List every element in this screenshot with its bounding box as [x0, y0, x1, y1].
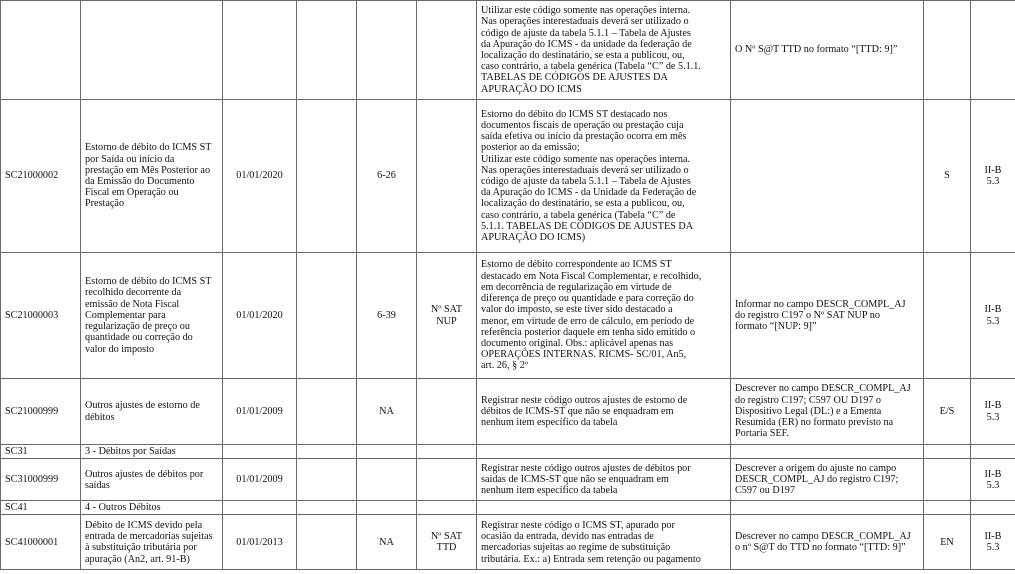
obs-cell [731, 501, 924, 515]
text-line: caso contrário, a tabela genérica (Tabela “C” de [481, 209, 676, 221]
table-row [1, 253, 1015, 379]
col9-cell [924, 253, 971, 379]
text-line: prestação em Mês Posterior ao [85, 164, 211, 176]
text-line: 5.1.1. TABELAS DE CÓDIGOS DE AJUSTES DA [481, 220, 694, 232]
text-line: 5.3 [986, 411, 1000, 423]
code-cell: SC21000999 [1, 379, 81, 445]
col4-cell [297, 100, 357, 253]
table-row [1, 459, 1015, 501]
text-line: destacado em Nota Fiscal Complementar, e recolhido, [481, 270, 702, 282]
text-line: documento original. Obs.: aplicável apenas nas [481, 337, 674, 349]
text-line: o nº S@T do TTD no formato “[TTD: 9]” [735, 542, 906, 554]
text-line: débitos [85, 411, 115, 423]
text-line: Prestação [85, 198, 125, 210]
col6-cell [417, 459, 477, 501]
ref-cell [971, 1, 1015, 100]
col9-cell [924, 501, 971, 515]
obs-cell [731, 515, 924, 570]
text-line: diferença de preço ou quantidade e para correção do [481, 293, 694, 305]
text-line: Nº SAT [430, 531, 463, 543]
title-cell [81, 253, 223, 379]
text-line: emissão de Nota Fiscal [85, 298, 180, 310]
text-line: Estorno de débito correspondente ao ICMS ST [481, 259, 672, 271]
table-row [1, 515, 1015, 570]
table-row [1, 501, 1015, 515]
obs-cell [731, 100, 924, 253]
text-line: valor do imposto [85, 343, 155, 355]
text-line: TTD [436, 542, 457, 554]
title-cell [81, 445, 223, 459]
text-line: II-B [984, 304, 1002, 316]
text-line: Complementar para [85, 309, 166, 321]
ref-cell [971, 379, 1015, 445]
title-cell [81, 459, 223, 501]
text-line: II-B [984, 468, 1002, 480]
col4-cell [297, 253, 357, 379]
text-line: Descrever a origem do ajuste no campo [735, 462, 897, 474]
col9-cell: S [924, 100, 971, 253]
col6-cell [417, 1, 477, 100]
text-line: valor do imposto, se este tiver sido destacado a [481, 304, 673, 316]
col4-cell [297, 445, 357, 459]
text-line: referência posterior daquele em tenha sido emitido o [481, 326, 696, 338]
col4-cell [297, 501, 357, 515]
ref-cell [971, 459, 1015, 501]
text-line: do registro C197; C597 OU D197 o [735, 394, 882, 406]
col5-cell [357, 1, 417, 100]
col5-cell: NA [357, 379, 417, 445]
text-line: Dispositivo Legal (DL:) e a Ementa [735, 405, 882, 417]
text-line: regularização de preço ou [85, 321, 190, 333]
text-line: menor, em virtude de erro de cálculo, em período de [481, 315, 695, 327]
col6-cell [417, 253, 477, 379]
col4-cell [297, 515, 357, 570]
text-line: localização do destinatário, se esta a publicou, ou, [481, 198, 685, 210]
col6-cell [417, 445, 477, 459]
code-cell: SC21000003 [1, 253, 81, 379]
description-cell [477, 459, 731, 501]
col5-cell: NA [357, 515, 417, 570]
table-row [1, 445, 1015, 459]
col5-cell: 6-39 [357, 253, 417, 379]
text-line: por Saída ou início da [85, 153, 175, 165]
text-line: entrada de mercadorias sujeitas [85, 531, 213, 543]
code-cell [1, 1, 81, 100]
description-cell [477, 1, 731, 100]
text-line: TABELAS DE CÓDIGOS DE AJUSTES DA [481, 72, 668, 84]
obs-cell [731, 1, 924, 100]
date-cell: 01/01/2020 [223, 253, 297, 379]
ref-cell [971, 445, 1015, 459]
description-cell [477, 379, 731, 445]
col5-cell [357, 501, 417, 515]
date-cell: 01/01/2013 [223, 515, 297, 570]
text-line: código de ajuste da tabela 5.1.1 – Tabela de Ajustes [481, 176, 691, 187]
col4-cell [297, 379, 357, 445]
text-line: Outros ajustes de estorno de [85, 400, 200, 412]
text-line: documentos fiscais de operação ou prestação cuja [481, 119, 684, 131]
text-line: Nas operações interestaduais deverá ser utilizado o [481, 164, 689, 176]
obs-cell [731, 445, 924, 459]
col6-cell [417, 501, 477, 515]
text-line: Estorno de débito do ICMS ST [85, 142, 212, 154]
description-cell [477, 253, 731, 379]
col5-cell [357, 459, 417, 501]
ref-cell [971, 253, 1015, 379]
title-cell [81, 515, 223, 570]
text-line: da Emissão do Documento [85, 176, 195, 187]
text-line: NUP [436, 315, 457, 327]
text-line: Nº SAT [430, 304, 463, 316]
text-line: Utilizar este código somente nas operações interna. [481, 153, 691, 165]
text-line: II-B [984, 164, 1002, 176]
date-cell: 01/01/2020 [223, 100, 297, 253]
code-cell: SC31000999 [1, 459, 81, 501]
title-cell [81, 379, 223, 445]
text-line: ocasião da entrada, devido nas entradas de [481, 531, 654, 543]
col9-cell [924, 459, 971, 501]
text-line: nenhum item específico da tabela [481, 485, 618, 497]
date-cell: 01/01/2009 [223, 459, 297, 501]
table-row [1, 100, 1015, 253]
text-line: C597 ou D197 [735, 485, 795, 497]
col9-cell: EN [924, 515, 971, 570]
text-line: saída efetiva ou início da prestação ocorra em mês [481, 131, 687, 143]
text-line: tributária. Ex.: a) Entrada sem retenção ou pagamento [481, 553, 701, 565]
code-cell: SC41000001 [1, 515, 81, 570]
date-cell [223, 1, 297, 100]
text-line: APURAÇÃO DO ICMS) [481, 232, 586, 244]
text-line: 5.3 [986, 176, 1000, 187]
text-line: Descrever no campo DESCR_COMPL_AJ [735, 531, 911, 543]
text-line: II-B [984, 531, 1002, 543]
text-line: saídas de ICMS-ST que não se enquadram em [481, 474, 669, 486]
table-row [1, 1, 1015, 100]
text-line: posterior ao da emissão; [481, 142, 580, 154]
text-line: APURAÇÃO DO ICMS [481, 83, 582, 95]
col9-cell [924, 1, 971, 100]
col6-cell [417, 515, 477, 570]
title-cell [81, 1, 223, 100]
ref-cell [971, 100, 1015, 253]
text-line: II-B [984, 400, 1002, 412]
text-line: formato “[NUP: 9]” [735, 321, 817, 333]
text-line: Descrever no campo DESCR_COMPL_AJ [735, 383, 911, 395]
text-line: em decorrência de regularização em virtude de [481, 281, 672, 293]
text-line: da Apuração do ICMS - da Unidade da Federação de [481, 187, 697, 199]
text-line: 5.3 [986, 479, 1000, 491]
text-line: Informar no campo DESCR_COMPL_AJ [735, 298, 906, 310]
code-cell: SC31 [1, 445, 81, 459]
text-line: Registrar neste código outros ajustes de débitos por [481, 462, 691, 474]
text-line: da Apuração do ICMS - da unidade da federação de [481, 38, 692, 50]
text-line: 5.3 [986, 315, 1000, 327]
text-line: mercadorias sujeitas ao regime de substituição [481, 542, 671, 554]
description-cell [477, 515, 731, 570]
obs-cell [731, 253, 924, 379]
text-line: Utilizar este código somente nas operações interna. [481, 5, 691, 17]
col9-cell [924, 445, 971, 459]
text-line: à substituição tributária por [85, 542, 197, 554]
text-line: Resumida (ER) no formato previsto na [735, 417, 894, 429]
code-cell: SC41 [1, 501, 81, 515]
text-line: quantidade ou correção do [85, 332, 193, 344]
text-line: Fiscal em Operação ou [85, 187, 179, 199]
obs-cell [731, 459, 924, 501]
text-line: Registrar neste código o ICMS ST, apurado por [481, 520, 675, 531]
ref-cell [971, 501, 1015, 515]
text-line: apuração (An2, art. 91-B) [85, 553, 190, 565]
col6-cell [417, 100, 477, 253]
col4-cell [297, 459, 357, 501]
col6-cell [417, 379, 477, 445]
ref-cell [971, 515, 1015, 570]
text-line: 3 - Débitos por Saídas [85, 446, 176, 457]
text-line: Outros ajustes de débitos por [85, 468, 204, 480]
date-cell [223, 501, 297, 515]
col5-cell [357, 445, 417, 459]
text-line: caso contrário, a tabela genérica (Tabela “C” de 5.1.1. [481, 61, 701, 73]
date-cell [223, 445, 297, 459]
text-line: Nas operações interestaduais deverá ser utilizado o [481, 16, 689, 28]
text-line: recolhido decorrente da [85, 287, 182, 299]
description-cell [477, 100, 731, 253]
text-line: OPERAÇÕES INTERNAS. RICMS- SC/01, An5, [481, 349, 687, 361]
col9-cell: E/S [924, 379, 971, 445]
text-line: Estorno de débito do ICMS ST [85, 276, 212, 288]
text-line: O Nº S@T TTD no formato “[TTD: 9]” [735, 44, 898, 56]
table-body [1, 1, 1015, 570]
description-cell [477, 445, 731, 459]
col4-cell [297, 1, 357, 100]
text-line: Débito de ICMS devido pela [85, 520, 203, 531]
table-row [1, 379, 1015, 445]
text-line: do registro C197 o Nº SAT NUP no [735, 309, 880, 321]
text-line: 5.3 [986, 542, 1000, 554]
text-line: Estorno do débito do ICMS ST destacado nos [481, 108, 668, 120]
text-line: Portaria SEF. [735, 428, 790, 440]
date-cell: 01/01/2009 [223, 379, 297, 445]
text-line: localização do destinatário, se esta a publicou, ou, [481, 50, 685, 61]
text-line: saídas [85, 479, 110, 491]
description-cell [477, 501, 731, 515]
text-line: código de ajuste da tabela 5.1.1 – Tabela de Ajustes [481, 27, 691, 39]
text-line: DESCR_COMPL_AJ do registro C197; [735, 474, 899, 486]
code-cell: SC21000002 [1, 100, 81, 253]
title-cell [81, 501, 223, 515]
text-line: Registrar neste código outros ajustes de estorno de [481, 394, 688, 406]
text-line: art. 26, § 2º [481, 360, 529, 372]
title-cell [81, 100, 223, 253]
obs-cell [731, 379, 924, 445]
text-line: nenhum item específico da tabela [481, 417, 618, 429]
text-line: 4 - Outros Débitos [85, 502, 161, 514]
text-line: débitos de ICMS-ST que não se enquadram em [481, 405, 674, 417]
col5-cell: 6-26 [357, 100, 417, 253]
